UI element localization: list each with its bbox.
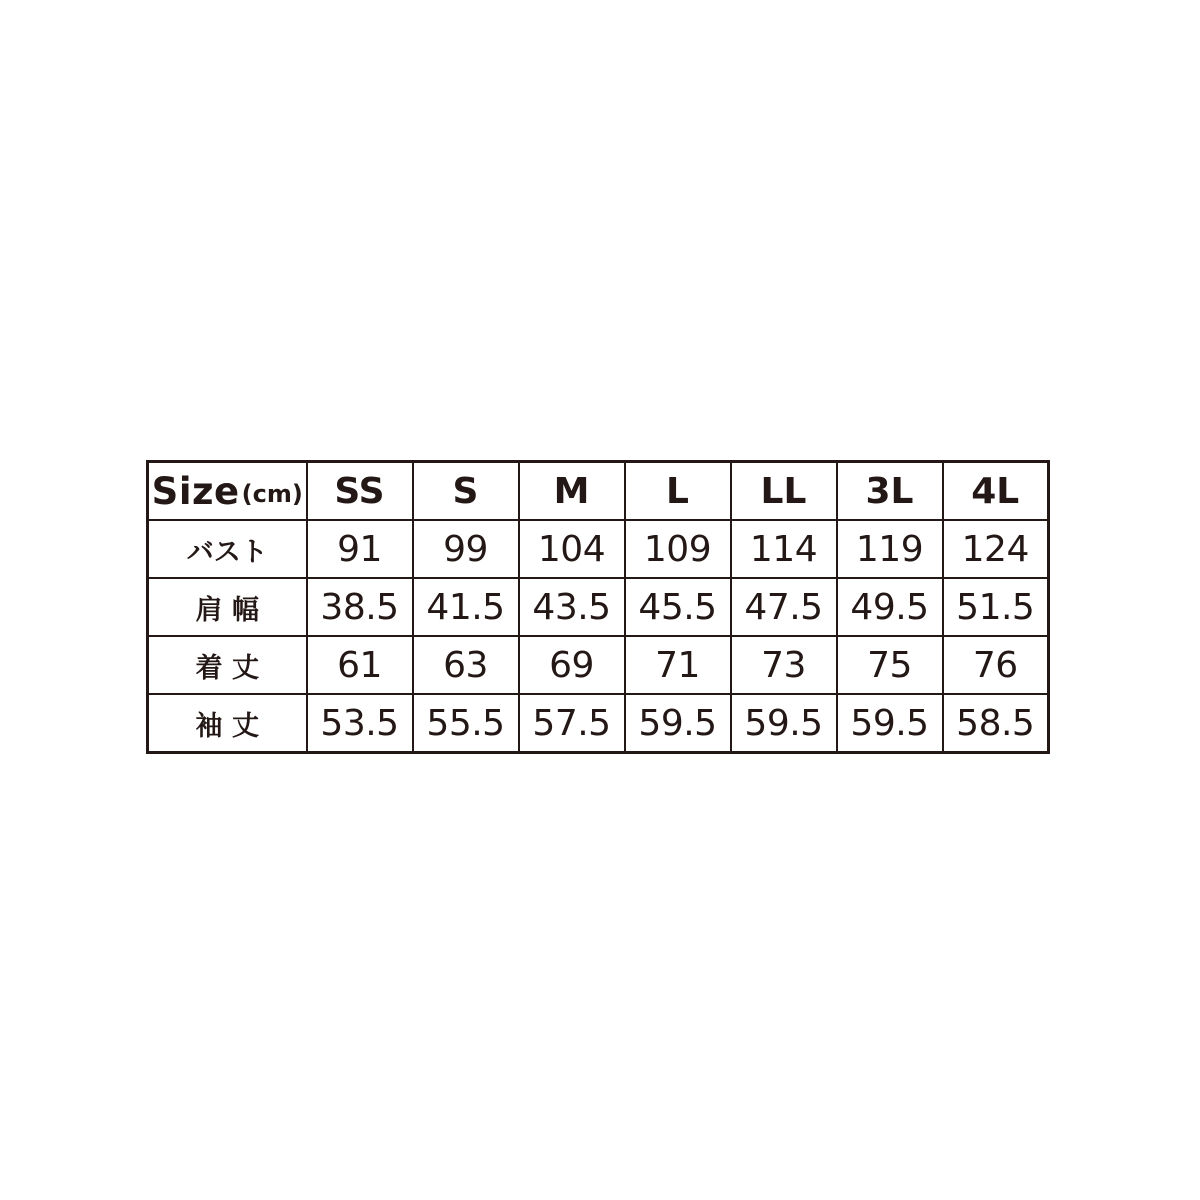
table-row-body-length xyxy=(148,636,1049,694)
cell-length-s: 63 xyxy=(413,636,519,694)
table-row-bust xyxy=(148,520,1049,578)
cell-shoulder-ll: 47.5 xyxy=(731,578,837,636)
cell-bust-ss: 91 xyxy=(307,520,413,578)
table-row-shoulder-width xyxy=(148,578,1049,636)
cell-sleeve-ss: 53.5 xyxy=(307,694,413,753)
cell-sleeve-m: 57.5 xyxy=(519,694,625,753)
cell-sleeve-ll: 59.5 xyxy=(731,694,837,753)
table-row-sleeve-length xyxy=(148,694,1049,753)
cell-sleeve-l: 59.5 xyxy=(625,694,731,753)
cell-bust-s: 99 xyxy=(413,520,519,578)
cell-length-ll: 73 xyxy=(731,636,837,694)
cell-length-l: 71 xyxy=(625,636,731,694)
size-header-cell xyxy=(148,462,307,521)
cell-bust-ll: 114 xyxy=(731,520,837,578)
column-header-s: S xyxy=(413,462,519,521)
cell-sleeve-3l: 59.5 xyxy=(837,694,943,753)
column-header-ll: LL xyxy=(731,462,837,521)
header-row xyxy=(148,462,1049,521)
cell-length-4l: 76 xyxy=(943,636,1049,694)
cell-bust-l: 109 xyxy=(625,520,731,578)
cell-shoulder-m: 43.5 xyxy=(519,578,625,636)
cell-bust-3l: 119 xyxy=(837,520,943,578)
column-header-m: M xyxy=(519,462,625,521)
column-header-4l: 4L xyxy=(943,462,1049,521)
cell-sleeve-s: 55.5 xyxy=(413,694,519,753)
column-header-3l: 3L xyxy=(837,462,943,521)
cell-shoulder-l: 45.5 xyxy=(625,578,731,636)
row-label-body-length: 着 丈 xyxy=(148,636,307,694)
size-chart-table xyxy=(146,460,1050,754)
row-label-sleeve-length: 袖 丈 xyxy=(148,694,307,753)
cell-length-ss: 61 xyxy=(307,636,413,694)
cell-bust-4l: 124 xyxy=(943,520,1049,578)
cell-sleeve-4l: 58.5 xyxy=(943,694,1049,753)
column-header-ss: SS xyxy=(307,462,413,521)
cell-shoulder-ss: 38.5 xyxy=(307,578,413,636)
cell-shoulder-4l: 51.5 xyxy=(943,578,1049,636)
cell-length-m: 69 xyxy=(519,636,625,694)
cell-shoulder-3l: 49.5 xyxy=(837,578,943,636)
cell-length-3l: 75 xyxy=(837,636,943,694)
row-label-shoulder-width: 肩 幅 xyxy=(148,578,307,636)
cell-shoulder-s: 41.5 xyxy=(413,578,519,636)
size-label: Size xyxy=(151,469,240,513)
row-label-bust: バスト xyxy=(148,520,307,578)
column-header-l: L xyxy=(625,462,731,521)
size-unit-label: (cm) xyxy=(241,479,303,508)
cell-bust-m: 104 xyxy=(519,520,625,578)
